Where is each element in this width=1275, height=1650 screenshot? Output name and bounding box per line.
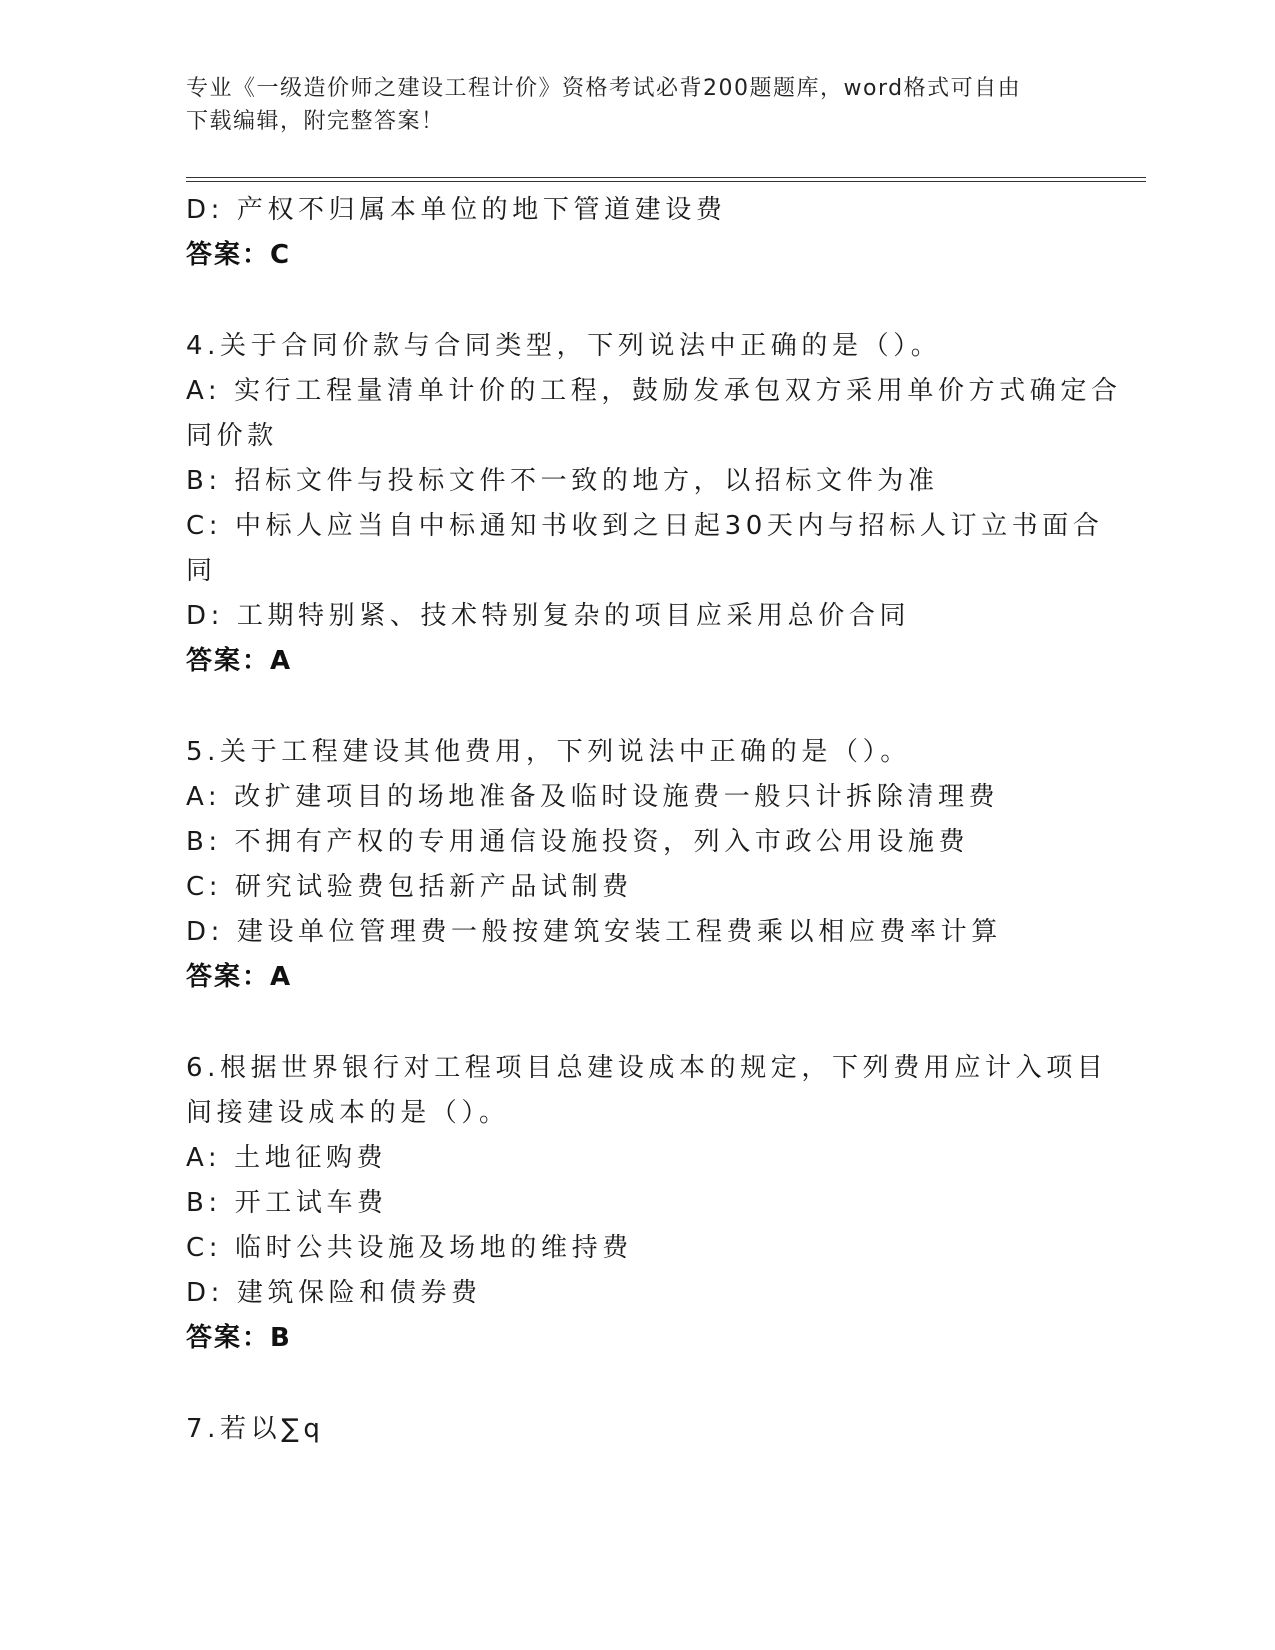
question-stem: 5.关于工程建设其他费用，下列说法中正确的是（）。	[186, 737, 911, 767]
option-c-line-2: 同	[186, 556, 217, 586]
option-a-line-1: A: 实行工程量清单计价的工程，鼓励发承包双方采用单价方式确定合	[186, 376, 1122, 406]
question-stem-line-2: 间接建设成本的是（）。	[186, 1098, 510, 1128]
option-a: A: 改扩建项目的场地准备及临时设施费一般只计拆除清理费	[186, 782, 1000, 812]
option-d: D: 建设单位管理费一般按建筑安装工程费乘以相应费率计算	[186, 917, 1002, 947]
header-divider-top	[186, 177, 1146, 178]
spacer	[186, 1361, 1066, 1407]
option-d: D: 产权不归属本单位的地下管道建设费	[186, 195, 727, 225]
option-a: A: 土地征购费	[186, 1143, 388, 1173]
answer-line: 答案：B	[186, 1323, 292, 1353]
option-d: D: 建筑保险和债券费	[186, 1278, 482, 1308]
question-stem: 4.关于合同价款与合同类型，下列说法中正确的是（）。	[186, 331, 942, 361]
option-d: D: 工期特别紧、技术特别复杂的项目应采用总价合同	[186, 601, 911, 631]
spacer	[186, 278, 1066, 324]
document-body	[186, 188, 1122, 1452]
spacer	[186, 1000, 1066, 1046]
answer-line: 答案：A	[186, 646, 293, 676]
question-6	[186, 1046, 1108, 1361]
header-line-1: 专业《一级造价师之建设工程计价》资格考试必背200题题库，word格式可自由	[186, 76, 1022, 101]
answer-line: 答案：C	[186, 240, 292, 270]
question-5	[186, 730, 1066, 1000]
option-b: B: 不拥有产权的专用通信设施投资，列入市政公用设施费	[186, 827, 970, 857]
previous-question-tail	[186, 188, 1066, 278]
option-b: B: 招标文件与投标文件不一致的地方，以招标文件为准	[186, 466, 939, 496]
option-c: C: 研究试验费包括新产品试制费	[186, 872, 633, 902]
spacer	[186, 684, 1066, 730]
question-7	[186, 1407, 1066, 1452]
question-stem-line-1: 6.根据世界银行对工程项目总建设成本的规定，下列费用应计入项目	[186, 1053, 1108, 1083]
option-a-line-2: 同价款	[186, 421, 278, 451]
answer-line: 答案：A	[186, 962, 293, 992]
option-c-line-1: C: 中标人应当自中标通知书收到之日起30天内与招标人订立书面合	[186, 511, 1104, 541]
question-4	[186, 324, 1122, 684]
document-header	[186, 72, 1066, 138]
option-b: B: 开工试车费	[186, 1188, 388, 1218]
header-divider-bottom	[186, 181, 1146, 182]
header-line-2: 下载编辑，附完整答案！	[186, 109, 445, 134]
option-c: C: 临时公共设施及场地的维持费	[186, 1233, 633, 1263]
question-stem: 7.若以∑q	[186, 1414, 325, 1444]
